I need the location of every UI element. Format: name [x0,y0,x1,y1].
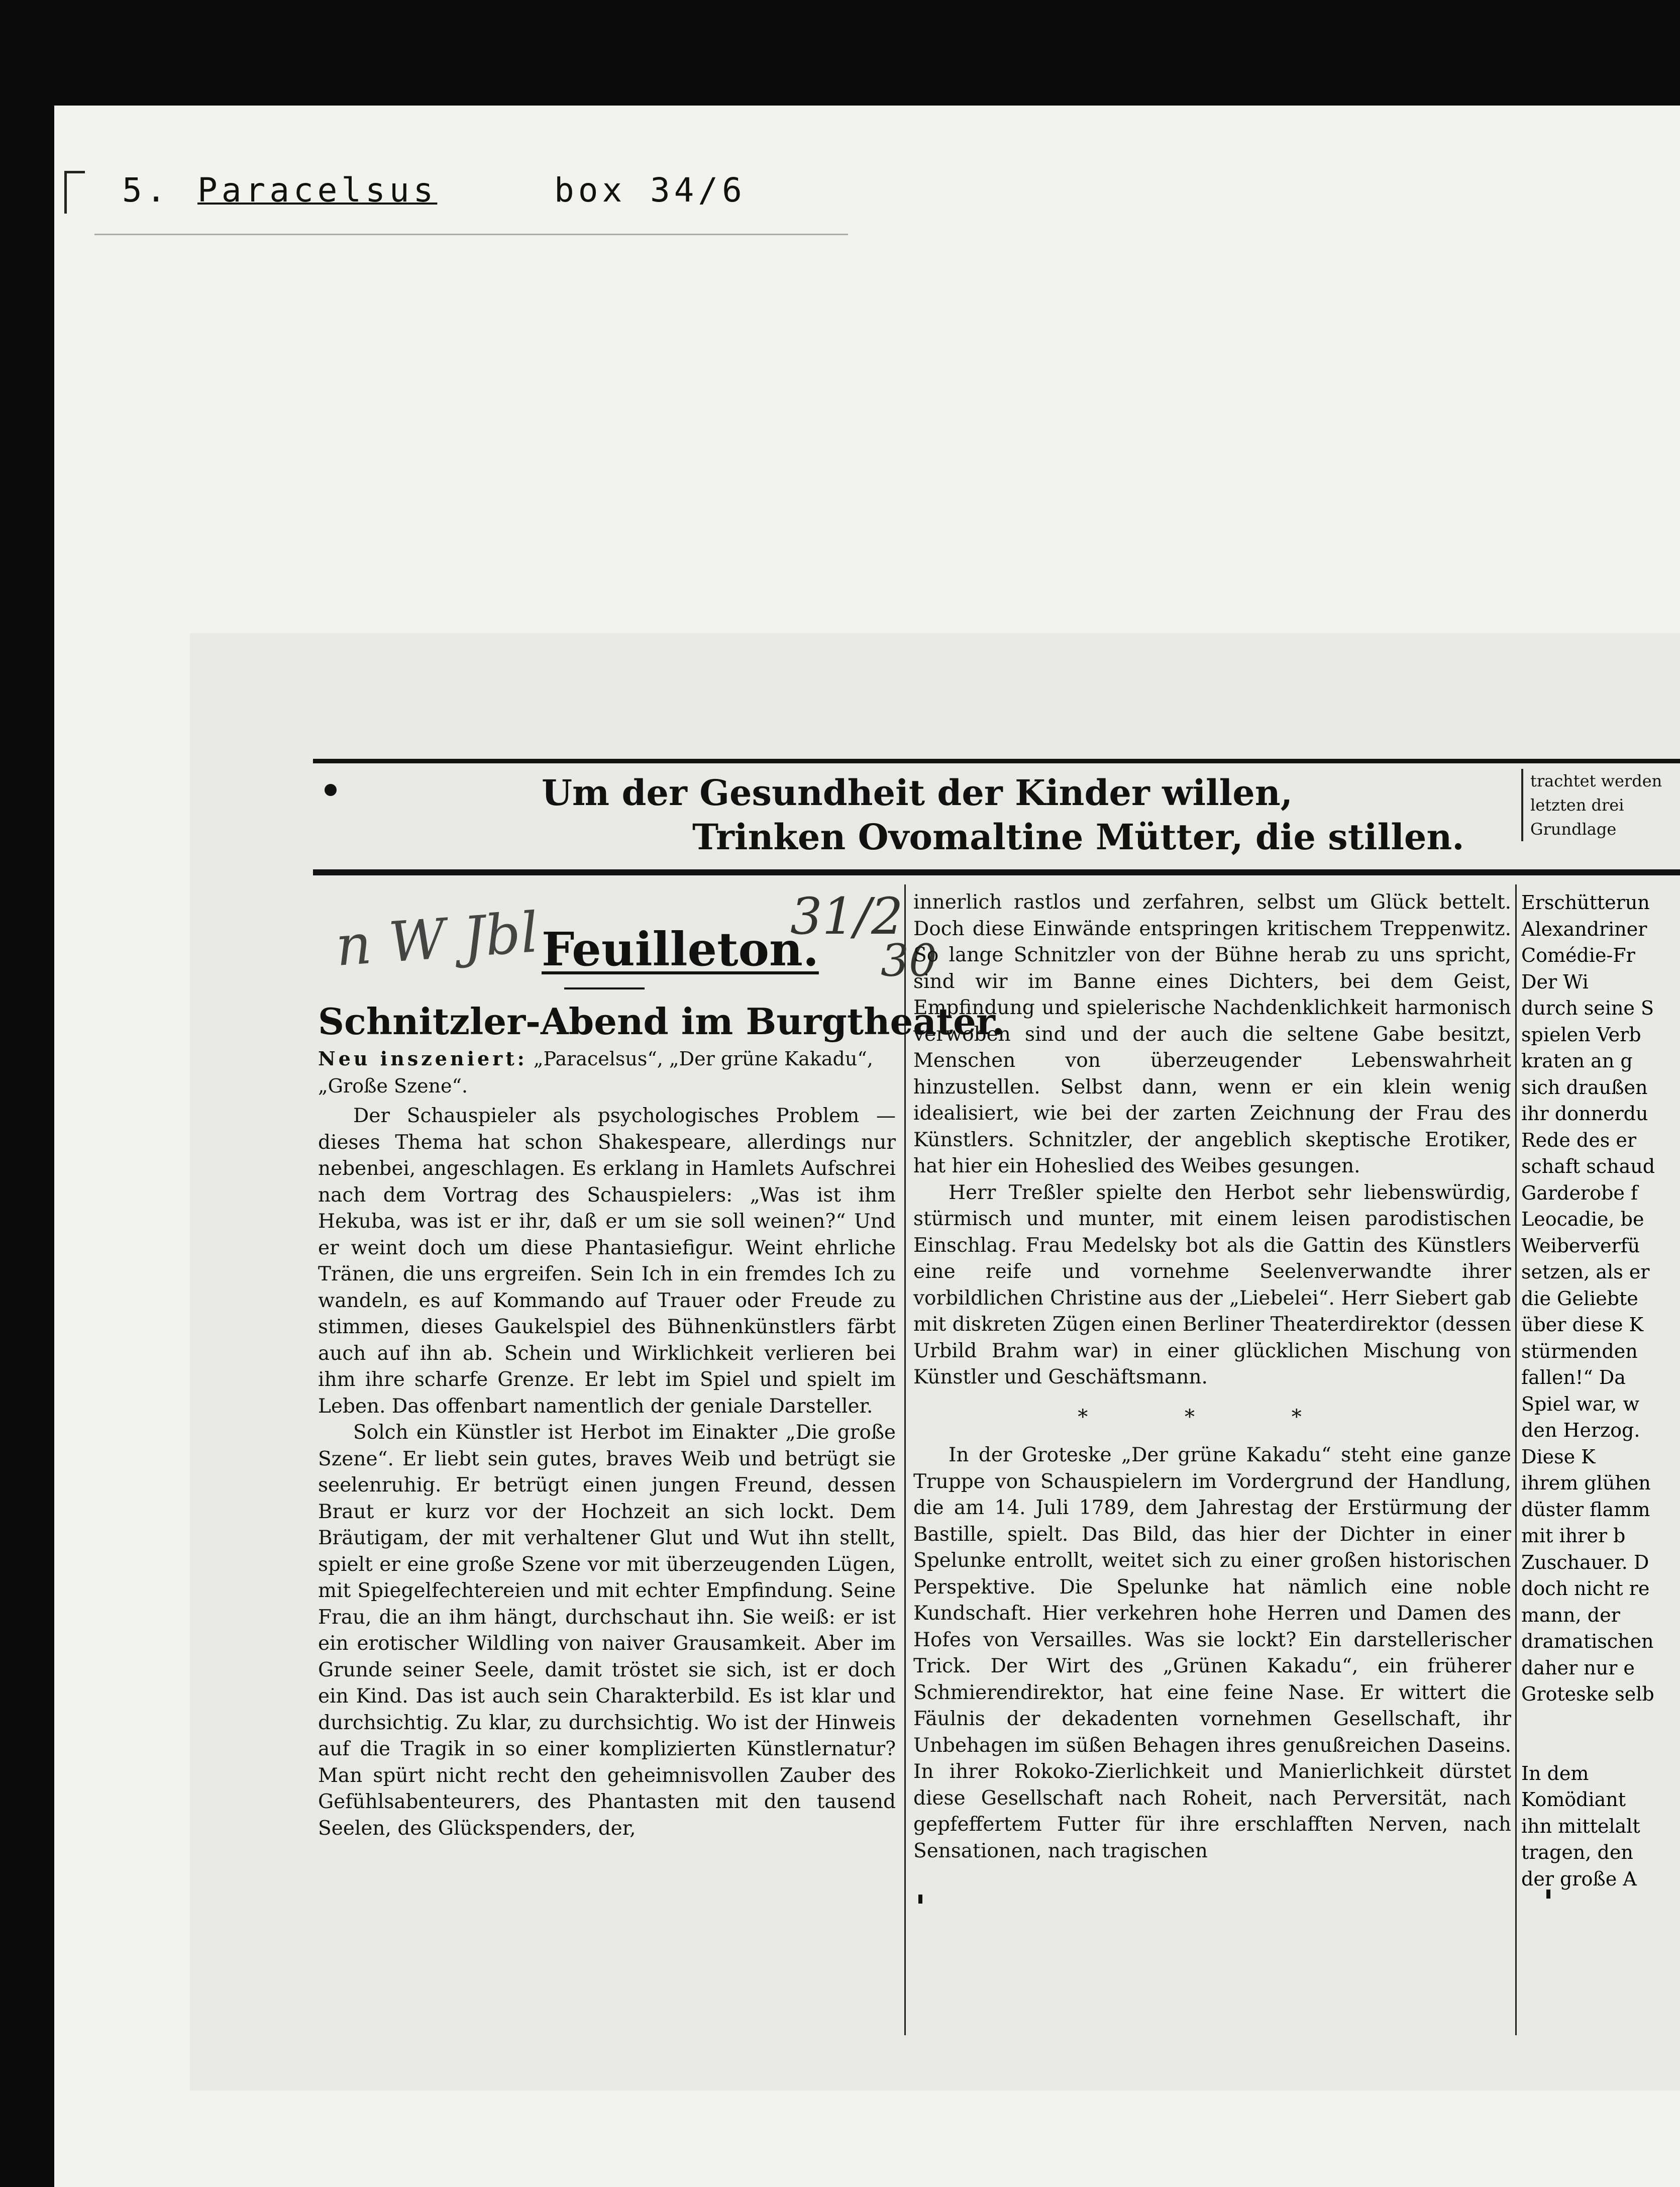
bullet-icon [325,784,337,796]
article-subtitle [318,1045,896,1100]
column-3-fragment [1521,889,1680,1892]
label-box-number: box 34/6 [554,171,746,210]
fragment-line: den Herzog. [1521,1419,1640,1441]
ad-rule-top [313,759,1680,763]
fragment-line: durch seine S [1521,997,1654,1019]
fragment-line: Spiel war, w [1521,1393,1640,1415]
side-line: trachtet werden [1530,771,1662,790]
fragment-line: Leocadie, be [1521,1208,1644,1230]
fragment-line: doch nicht re [1521,1577,1650,1600]
handwritten-number: 30 [881,935,937,986]
fragment-line: Rede des er [1521,1129,1637,1151]
tick-mark [1546,1890,1550,1899]
paragraph: Solch ein Künstler ist Herbot im Einakter „Die große Szene“. Er liebt sein gutes, braves Weib und betrügt sie seelenruhig. Er betrügt einen jungen Freund, dessen Braut er kurz vor der Hochzeit an sich lockt. Dem Bräutigam, der mit verhaltener Glut und Wut ihn stellt, spielt er eine große Szene vor mit überzeugenden Lügen, mit Spiegelfechtereien und mit echter Empfindung. Seine Frau, die an ihm hängt, durchschaut ihn. Sie weiß: er ist ein erotischer Wildling von naiver Grausamkeit. Aber im Grunde seiner Seele, damit tröstet sie sich, ist er doch ein Kind. Das ist auch sein Charakterbild. Es ist klar und durchsichtig. Zu klar, zu durchsichtig. Wo ist der Hinweis auf die Tragik in so einer komplizierten Künstlernatur? Man spürt nicht recht den geheimnisvollen Zauber des Gefühlsabenteurers, des Phantasten mit den tausend Seelen, des Glückspenders, der, [318,1421,896,1840]
fragment-line: Zuschauer. D [1521,1551,1649,1573]
fragment-line: spielen Verb [1521,1023,1641,1046]
fragment-line: ihrem glühen [1521,1472,1651,1494]
subtitle-lead: Neu inszeniert: [318,1047,528,1070]
label-divider [94,234,848,235]
fragment-line: über diese K [1521,1314,1643,1336]
fragment-line: In dem [1521,1762,1589,1784]
fragment-line: schaft schaud [1521,1155,1655,1177]
fragment-line [1521,1708,1680,1734]
subtitle-plays: „Paracelsus“, „Der grüne Kakadu“, „Große Szene“. [318,1048,873,1097]
column-rule [1515,884,1517,2035]
ad-line-2: Trinken Ovomaltine Mütter, die stillen. [692,816,1464,858]
archive-sheet [54,106,1680,2187]
side-line: Grundlage [1530,820,1617,839]
ad-line-1: Um der Gesundheit der Kinder willen, [542,772,1293,814]
fragment-line: fallen!“ Da [1521,1366,1626,1388]
fragment-line: Erschütterun [1521,891,1650,914]
fragment-line: Alexandriner [1521,918,1647,940]
fragment-line: daher nur e [1521,1656,1635,1679]
fragment-line: mit ihrer b [1521,1525,1626,1547]
fragment-line: ihr donnerdu [1521,1103,1648,1125]
fragment-line: sich draußen [1521,1076,1648,1099]
side-line: letzten drei [1530,796,1624,815]
fragment-line: Diese K [1521,1445,1596,1468]
fragment-line: düster flamm [1521,1498,1650,1521]
archive-label [54,136,858,210]
column-1 [318,1103,896,1842]
fragment-line: die Geliebte [1521,1287,1638,1310]
fragment-line: stürmenden [1521,1340,1638,1362]
title-rule [564,987,645,989]
fragment-line [1521,1734,1680,1760]
fragment-line: der große A [1521,1867,1637,1890]
fragment-line: Der Wi [1521,970,1589,993]
fragment-line: Komödiant [1521,1788,1626,1811]
section-heading: Feuilleton. [542,922,819,976]
fragment-line: ihn mittelalt [1521,1815,1640,1837]
fragment-line: mann, der [1521,1604,1620,1626]
column-rule [904,884,906,2035]
paragraph: Der Schauspieler als psychologisches Problem — dieses Thema hat schon Shakespeare, allerdings nur nebenbei, angeschlagen. Es erklang in Hamlets Aufschrei nach dem Vortrag des Schauspielers: „Was ist ihm Hekuba, was ist er ihr, daß er um sie soll weinen?“ Und er weint doch um diese Phantasiefigur. Weint ehrliche Tränen, die uns ergreifen. Sein Ich in ein fremdes Ich zu wandeln, es auf Kommando auf Trauer oder Freude zu stimmen, dieses Gaukelspiel des Bühnenkünstlers färbt auch auf ihn ab. Schein und Wirklichkeit verlieren bei ihm ihre scharfe Grenze. Er lebt im Spiel und spielt im Leben. Das offenbart namentlich der geniale Darsteller. [318,1105,896,1418]
paragraph: Herr Treßler spielte den Herbot sehr liebenswürdig, stürmisch und munter, mit einem leisen parodistischen Einschlag. Frau Medelsky bot als die Gattin des Künstlers eine reife und vornehme Seelenverwandte ihrer vorbildlichen Christine aus der „Liebelei“. Herr Siebert gab mit diskreten Zügen einen Berliner Theaterdirektor (dessen Urbild Brahm war) in einer glücklichen Mischung von Künstler und Geschäftsmann. [913,1181,1511,1388]
section-divider-stars: * * * [1078,1405,1347,1429]
fragment-line: Comédie-Fr [1521,944,1635,966]
side-column-fragment [1521,769,1680,841]
tick-mark [918,1895,922,1904]
newspaper-clipping [190,633,1680,2091]
column-2 [913,889,1511,1864]
label-number: 5. [122,171,170,210]
fragment-line: Weiberverfü [1521,1234,1640,1257]
fragment-line: setzen, als er [1521,1261,1650,1283]
fragment-line: dramatischen [1521,1630,1654,1652]
label-title: Paracelsus [197,171,438,210]
fragment-line: Garderobe f [1521,1181,1638,1204]
ad-rule-bottom [313,869,1680,875]
paragraph: In der Groteske „Der grüne Kakadu“ steht eine ganze Truppe von Schauspielern im Vordergrund der Handlung, die am 14. Juli 1789, dem Jahrestag der Erstürmung der Bastille, spielt. Das Bild, das hier der Dichter in einer Spelunke entrollt, weitet sich zu einer großen historischen Perspektive. Die Spelunke hat nämlich eine noble Kundschaft. Hier verkehren hohe Herren und Damen des Hofes von Versailles. Was sie lockt? Ein darstellerischer Trick. Der Wirt des „Grünen Kakadu“, ein früherer Schmierendirektor, hat eine feine Nase. Er wittert die Fäulnis der dekadenten vornehmen Gesellschaft, ihr Unbehagen im süßen Behagen ihres genußreichen Daseins. In ihrer Rokoko-Zierlichkeit und Manierlichkeit dürstet diese Gesellschaft nach Roheit, nach Perversität, nach gepfeffertem Futter für ihre erschlafften Nerven, nach Sensationen, nach tragischen [913,1444,1511,1862]
article-title: Schnitzler-Abend im Burgtheater. [318,1000,1005,1043]
paragraph: innerlich rastlos und zerfahren, selbst um Glück bettelt. Doch diese Einwände entspringen kritischem Treppenwitz. So lange Schnitzler von der Bühne herab zu uns spricht, sind wir im Banne eines Dichters, bei dem Geist, Empfindung und spielerische Nachdenklichkeit harmonisch verwoben sind und der auch die seltene Gabe besitzt, Menschen von überzeugender Lebenswahrheit hinzustellen. Selbst dann, wenn er ein klein wenig idealisiert, wie bei der zarten Zeichnung der Frau des Künstlers. Schnitzler, der angeblich skeptische Erotiker, hat hier ein Hoheslied des Weibes gesungen. [913,891,1511,1177]
fragment-line: Groteske selb [1521,1683,1654,1705]
handwritten-number: 31/2 [790,887,903,946]
corner-bracket-icon [64,171,85,214]
fragment-line: kraten an g [1521,1050,1633,1072]
handwritten-note: n W Jbl [334,900,541,978]
fragment-line: tragen, den [1521,1841,1633,1863]
